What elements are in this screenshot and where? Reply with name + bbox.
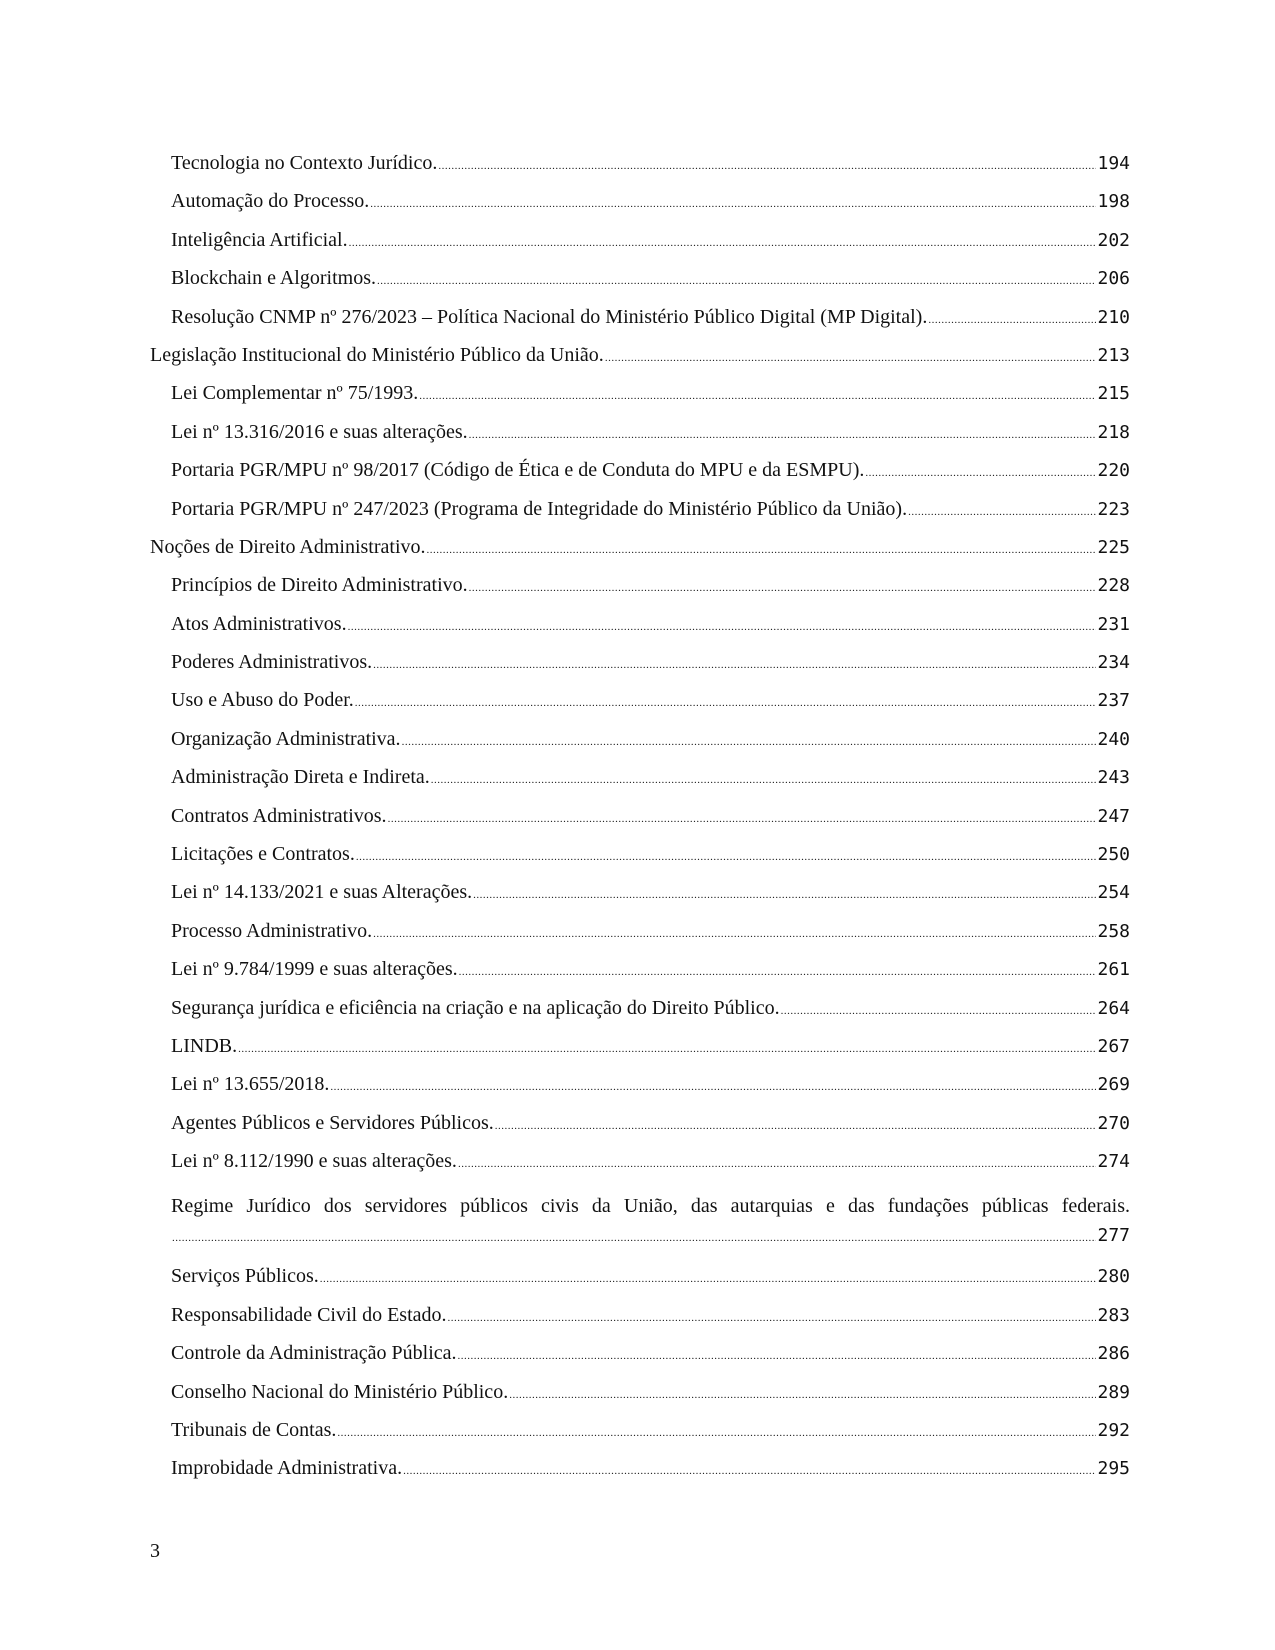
- toc-entry-title: Poderes Administrativos.: [171, 651, 373, 674]
- dot-leader: [865, 460, 1096, 486]
- toc-entry[interactable]: [150, 1071, 1130, 1109]
- toc-entry-page: 210: [1097, 306, 1130, 328]
- toc-entry-title: Improbidade Administrativa.: [171, 1457, 403, 1480]
- dot-leader: [349, 230, 1097, 256]
- dot-leader: [458, 1151, 1097, 1177]
- toc-entry-page: 223: [1097, 498, 1130, 520]
- toc-entry-page: 198: [1097, 191, 1130, 213]
- toc-entry-page: 261: [1097, 959, 1130, 981]
- toc-entry-page: 274: [1097, 1151, 1130, 1173]
- toc-entry[interactable]: [150, 879, 1130, 917]
- toc-entry[interactable]: [150, 1379, 1130, 1417]
- toc-entry-page: 234: [1097, 652, 1130, 674]
- toc-entry-title: Portaria PGR/MPU nº 247/2023 (Programa de Integridade do Ministério Público da União).: [171, 497, 908, 520]
- dot-leader: [320, 1266, 1097, 1292]
- table-of-contents: [150, 150, 1130, 1494]
- toc-entry-title: Lei nº 13.655/2018.: [171, 1073, 330, 1096]
- toc-entry-title: Tribunais de Contas.: [171, 1418, 337, 1441]
- dot-leader: [605, 345, 1097, 371]
- toc-entry[interactable]: [150, 649, 1130, 687]
- toc-entry[interactable]: [150, 304, 1130, 342]
- page-number: 3: [150, 1540, 160, 1562]
- toc-entry-page: 202: [1097, 229, 1130, 251]
- toc-entry[interactable]: [150, 764, 1130, 802]
- toc-entry-title: Agentes Públicos e Servidores Públicos.: [171, 1111, 494, 1134]
- toc-entry[interactable]: [150, 457, 1130, 495]
- toc-entry-title: Responsabilidade Civil do Estado.: [171, 1303, 447, 1326]
- dot-leader: [377, 268, 1097, 294]
- dot-leader: [373, 652, 1096, 678]
- toc-entry-title: Organização Administrativa.: [171, 727, 401, 750]
- toc-entry-page: 215: [1097, 383, 1130, 405]
- toc-entry-page: 250: [1097, 844, 1130, 866]
- dot-leader: [388, 806, 1097, 832]
- toc-entry-page: 225: [1097, 536, 1130, 558]
- dot-leader: [419, 383, 1096, 409]
- toc-entry[interactable]: [150, 918, 1130, 956]
- toc-entry-title: Uso e Abuso do Poder.: [171, 689, 354, 712]
- toc-entry-title: Lei nº 9.784/1999 e suas alterações.: [171, 958, 458, 981]
- toc-entry-title: Princípios de Direito Administrativo.: [171, 574, 468, 597]
- dot-leader: [928, 307, 1096, 333]
- toc-entry-page: 280: [1097, 1266, 1130, 1288]
- toc-section[interactable]: [150, 342, 1130, 380]
- dot-leader: [469, 422, 1097, 448]
- toc-entry-title: Lei nº 8.112/1990 e suas alterações.: [171, 1150, 457, 1173]
- toc-entry-page: 206: [1097, 268, 1130, 290]
- toc-entry-title: Conselho Nacional do Ministério Público.: [171, 1380, 509, 1403]
- toc-entry-page: 269: [1097, 1074, 1130, 1096]
- dot-leader: [448, 1305, 1097, 1331]
- toc-entry-title: Portaria PGR/MPU nº 98/2017 (Código de Ética e de Conduta do MPU e da ESMPU).: [171, 459, 865, 482]
- dot-leader: [495, 1113, 1097, 1139]
- dot-leader: [469, 575, 1097, 601]
- toc-entry[interactable]: [150, 1455, 1130, 1493]
- toc-entry[interactable]: [150, 380, 1130, 418]
- toc-entry-title: Controle da Administração Pública.: [171, 1342, 457, 1365]
- toc-entry-page: 254: [1097, 882, 1130, 904]
- dot-leader: [438, 153, 1096, 179]
- toc-entry[interactable]: [150, 611, 1130, 649]
- dot-leader: [473, 882, 1096, 908]
- toc-entry[interactable]: [150, 841, 1130, 879]
- toc-entry[interactable]: [150, 956, 1130, 994]
- dot-leader: [403, 1458, 1096, 1484]
- toc-entry[interactable]: [150, 496, 1130, 534]
- toc-entry-page: 218: [1097, 421, 1130, 443]
- dot-leader: [348, 614, 1097, 640]
- toc-entry[interactable]: [150, 803, 1130, 841]
- toc-entry-title: Inteligência Artificial.: [171, 228, 348, 251]
- dot-leader: [509, 1382, 1096, 1408]
- dot-leader: [238, 1036, 1096, 1062]
- dot-leader: [402, 729, 1097, 755]
- dot-leader: [781, 998, 1097, 1024]
- toc-entry[interactable]: [150, 1302, 1130, 1340]
- toc-entry-title: Regime Jurídico dos servidores públicos civis da União, das autarquias e das fundações públicas federais.: [171, 1194, 1130, 1217]
- toc-entry-page: 240: [1097, 728, 1130, 750]
- dot-leader: [356, 844, 1097, 870]
- toc-entry-title: Automação do Processo.: [171, 190, 370, 213]
- dot-leader: [355, 690, 1097, 716]
- toc-entry[interactable]: [150, 1340, 1130, 1378]
- toc-entry[interactable]: [150, 687, 1130, 725]
- toc-entry-title: LINDB.: [171, 1034, 238, 1057]
- toc-entry[interactable]: [150, 150, 1130, 188]
- toc-entry[interactable]: [150, 726, 1130, 764]
- toc-entry-title: Administração Direta e Indireta.: [171, 766, 430, 789]
- toc-entry-title: Blockchain e Algoritmos.: [171, 267, 376, 290]
- toc-entry-page: 283: [1097, 1304, 1130, 1326]
- toc-entry-page: 267: [1097, 1035, 1130, 1057]
- toc-entry[interactable]: [150, 188, 1130, 226]
- toc-entry-page: 231: [1097, 613, 1130, 635]
- dot-leader: [908, 499, 1096, 525]
- dot-leader: [427, 537, 1097, 563]
- toc-entry-page: 286: [1097, 1343, 1130, 1365]
- toc-entry[interactable]: [150, 419, 1130, 457]
- dot-leader: [373, 921, 1096, 947]
- toc-entry-page: 247: [1097, 805, 1130, 827]
- toc-entry[interactable]: [150, 1110, 1130, 1148]
- toc-entry-page: 270: [1097, 1112, 1130, 1134]
- toc-entry-title: Resolução CNMP nº 276/2023 – Política Nacional do Ministério Público Digital (MP Digital).: [171, 305, 928, 328]
- toc-entry-title: Processo Administrativo.: [171, 919, 373, 942]
- toc-entry-page: 264: [1097, 997, 1130, 1019]
- toc-entry-page: 258: [1097, 920, 1130, 942]
- toc-entry-title: Atos Administrativos.: [171, 612, 347, 635]
- toc-entry-page: 277: [1097, 1224, 1130, 1246]
- toc-entry-page: 220: [1097, 460, 1130, 482]
- toc-entry-title: Legislação Institucional do Ministério Público da União.: [150, 343, 604, 366]
- toc-entry[interactable]: [150, 995, 1130, 1033]
- toc-entry[interactable]: [150, 1187, 1130, 1264]
- dot-leader: [370, 191, 1096, 217]
- toc-entry-title: Noções de Direito Administrativo.: [150, 535, 426, 558]
- toc-entry[interactable]: [150, 1263, 1130, 1301]
- toc-entry[interactable]: [150, 1417, 1130, 1455]
- toc-entry-page: 295: [1097, 1458, 1130, 1480]
- toc-entry-page: 237: [1097, 690, 1130, 712]
- toc-entry-page: 292: [1097, 1419, 1130, 1441]
- dot-leader: [431, 767, 1097, 793]
- toc-entry-page: 213: [1097, 344, 1130, 366]
- dot-leader: [172, 1232, 1096, 1244]
- toc-entry-title: Lei nº 14.133/2021 e suas Alterações.: [171, 881, 473, 904]
- toc-entry[interactable]: [150, 265, 1130, 303]
- toc-entry-title: Contratos Administrativos.: [171, 804, 387, 827]
- dot-leader: [330, 1074, 1096, 1100]
- toc-entry[interactable]: [150, 227, 1130, 265]
- toc-section[interactable]: [150, 534, 1130, 572]
- toc-entry-page: 228: [1097, 575, 1130, 597]
- dot-leader: [337, 1420, 1096, 1446]
- toc-entry-title: Tecnologia no Contexto Jurídico.: [171, 152, 438, 174]
- toc-entry-title: Serviços Públicos.: [171, 1265, 319, 1288]
- toc-entry-title: Licitações e Contratos.: [171, 843, 355, 866]
- toc-entry-title: Lei Complementar nº 75/1993.: [171, 382, 419, 405]
- toc-entry-page: 289: [1097, 1381, 1130, 1403]
- toc-entry[interactable]: [150, 572, 1130, 610]
- toc-entry-page: 194: [1097, 153, 1130, 174]
- dot-leader: [459, 959, 1097, 985]
- toc-entry-title: Segurança jurídica e eficiência na criação e na aplicação do Direito Público.: [171, 996, 780, 1019]
- toc-entry[interactable]: [150, 1033, 1130, 1071]
- toc-entry[interactable]: [150, 1148, 1130, 1186]
- toc-entry-title: Lei nº 13.316/2016 e suas alterações.: [171, 420, 468, 443]
- toc-entry-page: 243: [1097, 767, 1130, 789]
- dot-leader: [458, 1343, 1097, 1369]
